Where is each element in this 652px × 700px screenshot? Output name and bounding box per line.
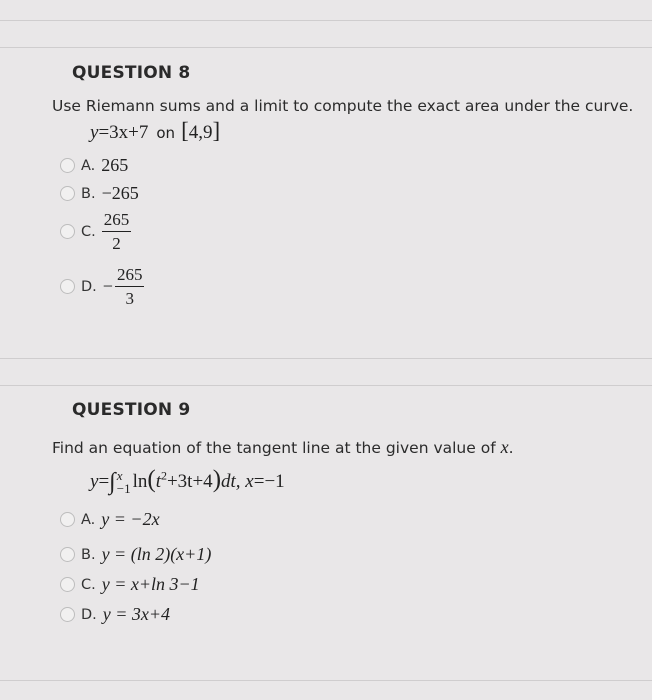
interval-close: ] — [212, 118, 221, 143]
q9-choice-b[interactable] — [60, 544, 211, 565]
eq-y: y — [90, 471, 99, 492]
radio-button[interactable] — [60, 186, 75, 201]
q9-choice-c[interactable] — [60, 574, 200, 595]
eq-rhs: 3x+7 — [109, 122, 149, 143]
eq-y: y — [90, 122, 99, 143]
choice-value: y = (ln 2)(x+1) — [101, 544, 212, 564]
radio-button[interactable] — [60, 607, 75, 622]
condition-var: x — [245, 471, 254, 492]
bottom-divider — [0, 680, 652, 681]
question-8-title: QUESTION 8 — [72, 63, 191, 83]
q8-choice-c[interactable] — [60, 210, 131, 253]
question-9-equation — [90, 466, 285, 496]
choice-value: 265 — [101, 155, 129, 175]
var-t: t — [155, 471, 161, 492]
paren-close: ) — [212, 466, 222, 493]
choice-letter: C. — [81, 223, 96, 240]
eq-equals: = — [98, 122, 110, 143]
condition-value: =−1 — [253, 471, 285, 492]
choice-letter: B. — [81, 185, 96, 202]
question-9-title: QUESTION 9 — [72, 400, 191, 420]
choice-value: y = 3x+4 — [102, 604, 171, 624]
choice-value: y = −2x — [101, 509, 160, 529]
integral-sign: ∫ — [109, 469, 116, 495]
interval-open: [ — [181, 118, 189, 143]
q8-choice-d[interactable] — [60, 265, 144, 308]
top-divider — [0, 20, 652, 21]
q9-choice-a[interactable] — [60, 509, 160, 530]
upper-limit: x — [116, 467, 123, 483]
numerator: 265 — [115, 265, 145, 287]
choice-value: y = x+ln 3−1 — [101, 574, 200, 594]
denominator: 3 — [125, 289, 134, 308]
choice-letter: A. — [81, 157, 96, 174]
q8-choice-b[interactable] — [60, 183, 139, 204]
choice-value: −265 — [101, 183, 139, 203]
numerator: 265 — [102, 210, 132, 232]
section-divider — [0, 358, 652, 359]
prompt-period: . — [508, 439, 514, 457]
choice-letter: D. — [81, 606, 97, 623]
choice-letter: C. — [81, 576, 96, 593]
fraction — [102, 210, 132, 253]
denominator: 2 — [112, 234, 121, 253]
q8-choice-a[interactable] — [60, 155, 128, 176]
fraction — [115, 265, 145, 308]
ln-function: ln — [132, 471, 148, 492]
radio-button[interactable] — [60, 512, 75, 527]
prompt-variable: x — [500, 437, 509, 457]
differential: dt, — [221, 471, 241, 492]
question-8-equation — [90, 118, 220, 144]
question-8-prompt: Use Riemann sums and a limit to compute the exact area under the curve. — [52, 97, 634, 115]
interval-values: 4,9 — [188, 122, 213, 143]
exponent: 2 — [160, 468, 167, 483]
choice-letter: B. — [81, 546, 96, 563]
section-divider-2 — [0, 385, 652, 386]
lower-limit: −1 — [116, 480, 131, 496]
radio-button[interactable] — [60, 547, 75, 562]
integral-limits — [117, 469, 131, 495]
radio-button[interactable] — [60, 577, 75, 592]
top-divider-2 — [0, 47, 652, 48]
prompt-text: Find an equation of the tangent line at the given value of — [52, 439, 501, 457]
eq-on-word: on — [156, 124, 176, 142]
paren-open: ( — [147, 466, 156, 493]
choice-letter: A. — [81, 511, 96, 528]
choice-letter: D. — [81, 278, 97, 295]
radio-button[interactable] — [60, 158, 75, 173]
radio-button[interactable] — [60, 224, 75, 239]
radio-button[interactable] — [60, 279, 75, 294]
question-9-prompt — [52, 437, 514, 458]
q9-choice-d[interactable] — [60, 604, 170, 625]
minus-sign: − — [102, 276, 113, 296]
eq-equals: = — [98, 471, 110, 492]
poly-rest: +3t+4 — [166, 471, 213, 492]
